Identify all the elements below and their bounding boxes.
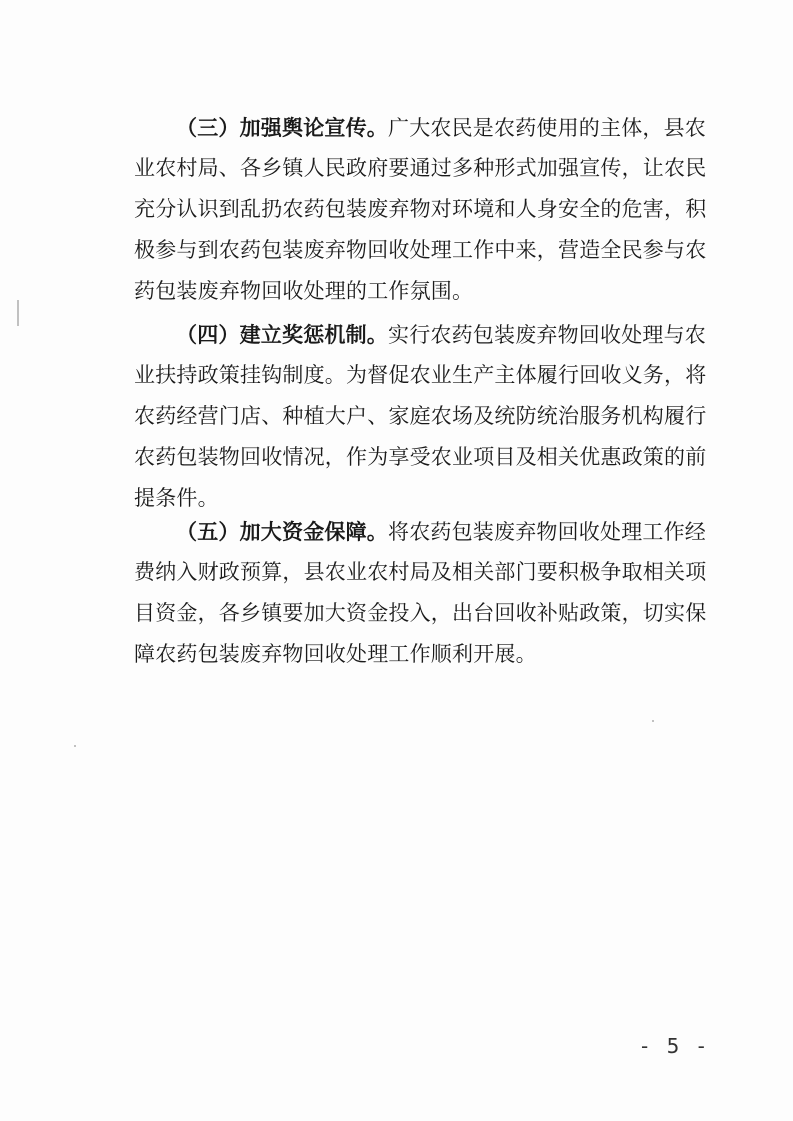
paragraph-heading: （四）建立奖惩机制。 (176, 322, 388, 347)
paragraph-first-line (134, 314, 706, 355)
paragraph-line: 业农村局、各乡镇人民政府要通过多种形式加强宣传，让农民 (134, 156, 707, 180)
paragraph-line: 极参与到农药包装废弃物回收处理工作中来，营造全民参与农 (134, 238, 707, 262)
paragraph-line: 目资金，各乡镇要加大资金投入，出台回收补贴政策，切实保 (134, 601, 707, 625)
scan-margin-mark (17, 300, 19, 326)
paragraph-line: 药包装废弃物回收处理的工作氛围。 (134, 279, 474, 303)
paragraph-first-line (134, 511, 706, 552)
paragraph-text: 广大农民是农药使用的主体，县农 (388, 116, 706, 140)
paragraph-publicity (134, 107, 707, 312)
paragraph-line: 农药经营门店、种植大户、家庭农场及统防统治服务机构履行 (134, 404, 707, 428)
paragraph-heading: （三）加强舆论宣传。 (176, 115, 388, 140)
scan-speck (74, 745, 76, 747)
page-number: - 5 - (641, 1034, 711, 1058)
paragraph-incentives (134, 314, 707, 519)
paragraph-line: 农药包装物回收情况，作为享受农业项目及相关优惠政策的前 (134, 445, 707, 469)
paragraph-line: 费纳入财政预算，县农业农村局及相关部门要积极争取相关项 (134, 560, 707, 584)
paragraph-text: 实行农药包装废弃物回收处理与农 (388, 323, 706, 347)
paragraph-funding (134, 511, 707, 675)
paragraph-first-line (134, 107, 706, 148)
paragraph-text: 将农药包装废弃物回收处理工作经 (388, 520, 706, 544)
paragraph-line: 充分认识到乱扔农药包装废弃物对环境和人身安全的危害，积 (134, 197, 707, 221)
paragraph-heading: （五）加大资金保障。 (176, 519, 388, 544)
scan-speck (652, 720, 654, 722)
paragraph-line: 障农药包装废弃物回收处理工作顺利开展。 (134, 642, 537, 666)
paragraph-line: 提条件。 (134, 486, 219, 510)
paragraph-line: 业扶持政策挂钩制度。为督促农业生产主体履行回收义务，将 (134, 363, 707, 387)
